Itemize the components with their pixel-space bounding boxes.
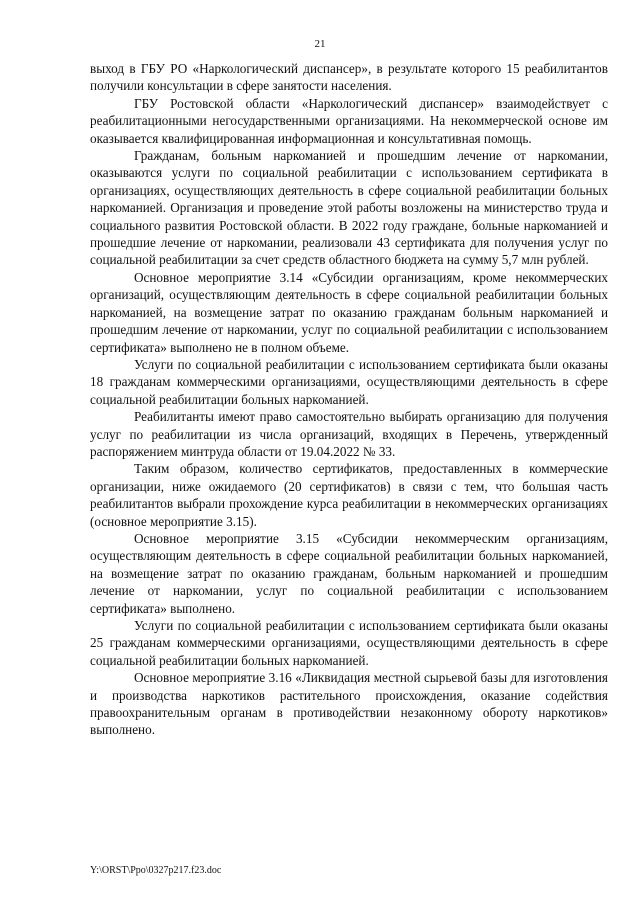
paragraph-6: Реабилитанты имеют право самостоятельно выбирать организацию для получения услуг по реабилитации из числа организаций, входящих в Перечень, утвержденный распоряжением минтруда области от 19.04.2022 № 33. (90, 409, 608, 459)
paragraph-2: ГБУ Ростовской области «Наркологический диспансер» взаимодействует с реабилитационными негосударственными организациями. На некоммерческой основе им оказывается квалифицированная информационная и консультативная помощь. (90, 95, 608, 146)
paragraph-3: Гражданам, больным наркоманией и прошедшим лечение от наркомании, оказываются услуги по социальной реабилитации с использованием сертификата в организациях, осуществляющих деятельность в сфере социальной реабилитации больных наркоманией. Организация и проведение этой работы возложены на министерство труда и социального развития Ростовской области. В 2022 году граждане, больные наркоманией и прошедшие лечение от наркомании, реализовали 43 сертификата для получения услуг по социальной реабилитации за счет средств областного бюджета на сумму 5,7 млн рублей. (90, 148, 608, 268)
page-number: 21 (314, 38, 326, 50)
document-body (90, 60, 608, 739)
footer-file-path: Y:\ORST\Ppo\0327p217.f23.doc (90, 865, 222, 876)
paragraph-9: Услуги по социальной реабилитации с использованием сертификата были оказаны 25 гражданам коммерческими организациями, осуществляющими деятельность в сфере социальной реабилитации больных наркоманией. (90, 618, 608, 668)
paragraph-7: Таким образом, количество сертификатов, предоставленных в коммерческие организации, ниже ожидаемого (20 сертификатов) в связи с тем, что большая часть реабилитантов выбрали прохождение курса реабилитации в некоммерческих организациях (основное мероприятие 3.15). (90, 461, 608, 529)
paragraph-1: выход в ГБУ РО «Наркологический диспансер», в результате которого 15 реабилитантов получили консультации в сфере занятости населения. (90, 61, 608, 94)
paragraph-4: Основное мероприятие 3.14 «Субсидии организациям, кроме некоммерческих организаций, осуществляющим деятельность в сфере социальной реабилитации больных наркоманией, на возмещение затрат по оказанию гражданам больным наркоманией и прошедшим лечение от наркомании, услуг по социальной реабилитации с использованием сертификата» выполнено не в полном объеме. (90, 269, 608, 355)
paragraph-8: Основное мероприятие 3.15 «Субсидии некоммерческим организациям, осуществляющим деятельность в сфере социальной реабилитации больных наркоманией, на возмещение затрат по оказанию гражданам, больным наркоманией и прошедшим лечение от наркомании, услуг по социальной реабилитации с использованием сертификата» выполнено. (90, 530, 608, 616)
paragraph-5: Услуги по социальной реабилитации с использованием сертификата были оказаны 18 гражданам коммерческими организациями, осуществляющими деятельность в сфере социальной реабилитации больных наркоманией. (90, 356, 608, 407)
paragraph-10: Основное мероприятие 3.16 «Ликвидация местной сырьевой базы для изготовления и производства наркотиков растительного происхождения, оказание содействия правоохранительным органам в противодействии незаконному обороту наркотиков» выполнено. (90, 670, 608, 738)
